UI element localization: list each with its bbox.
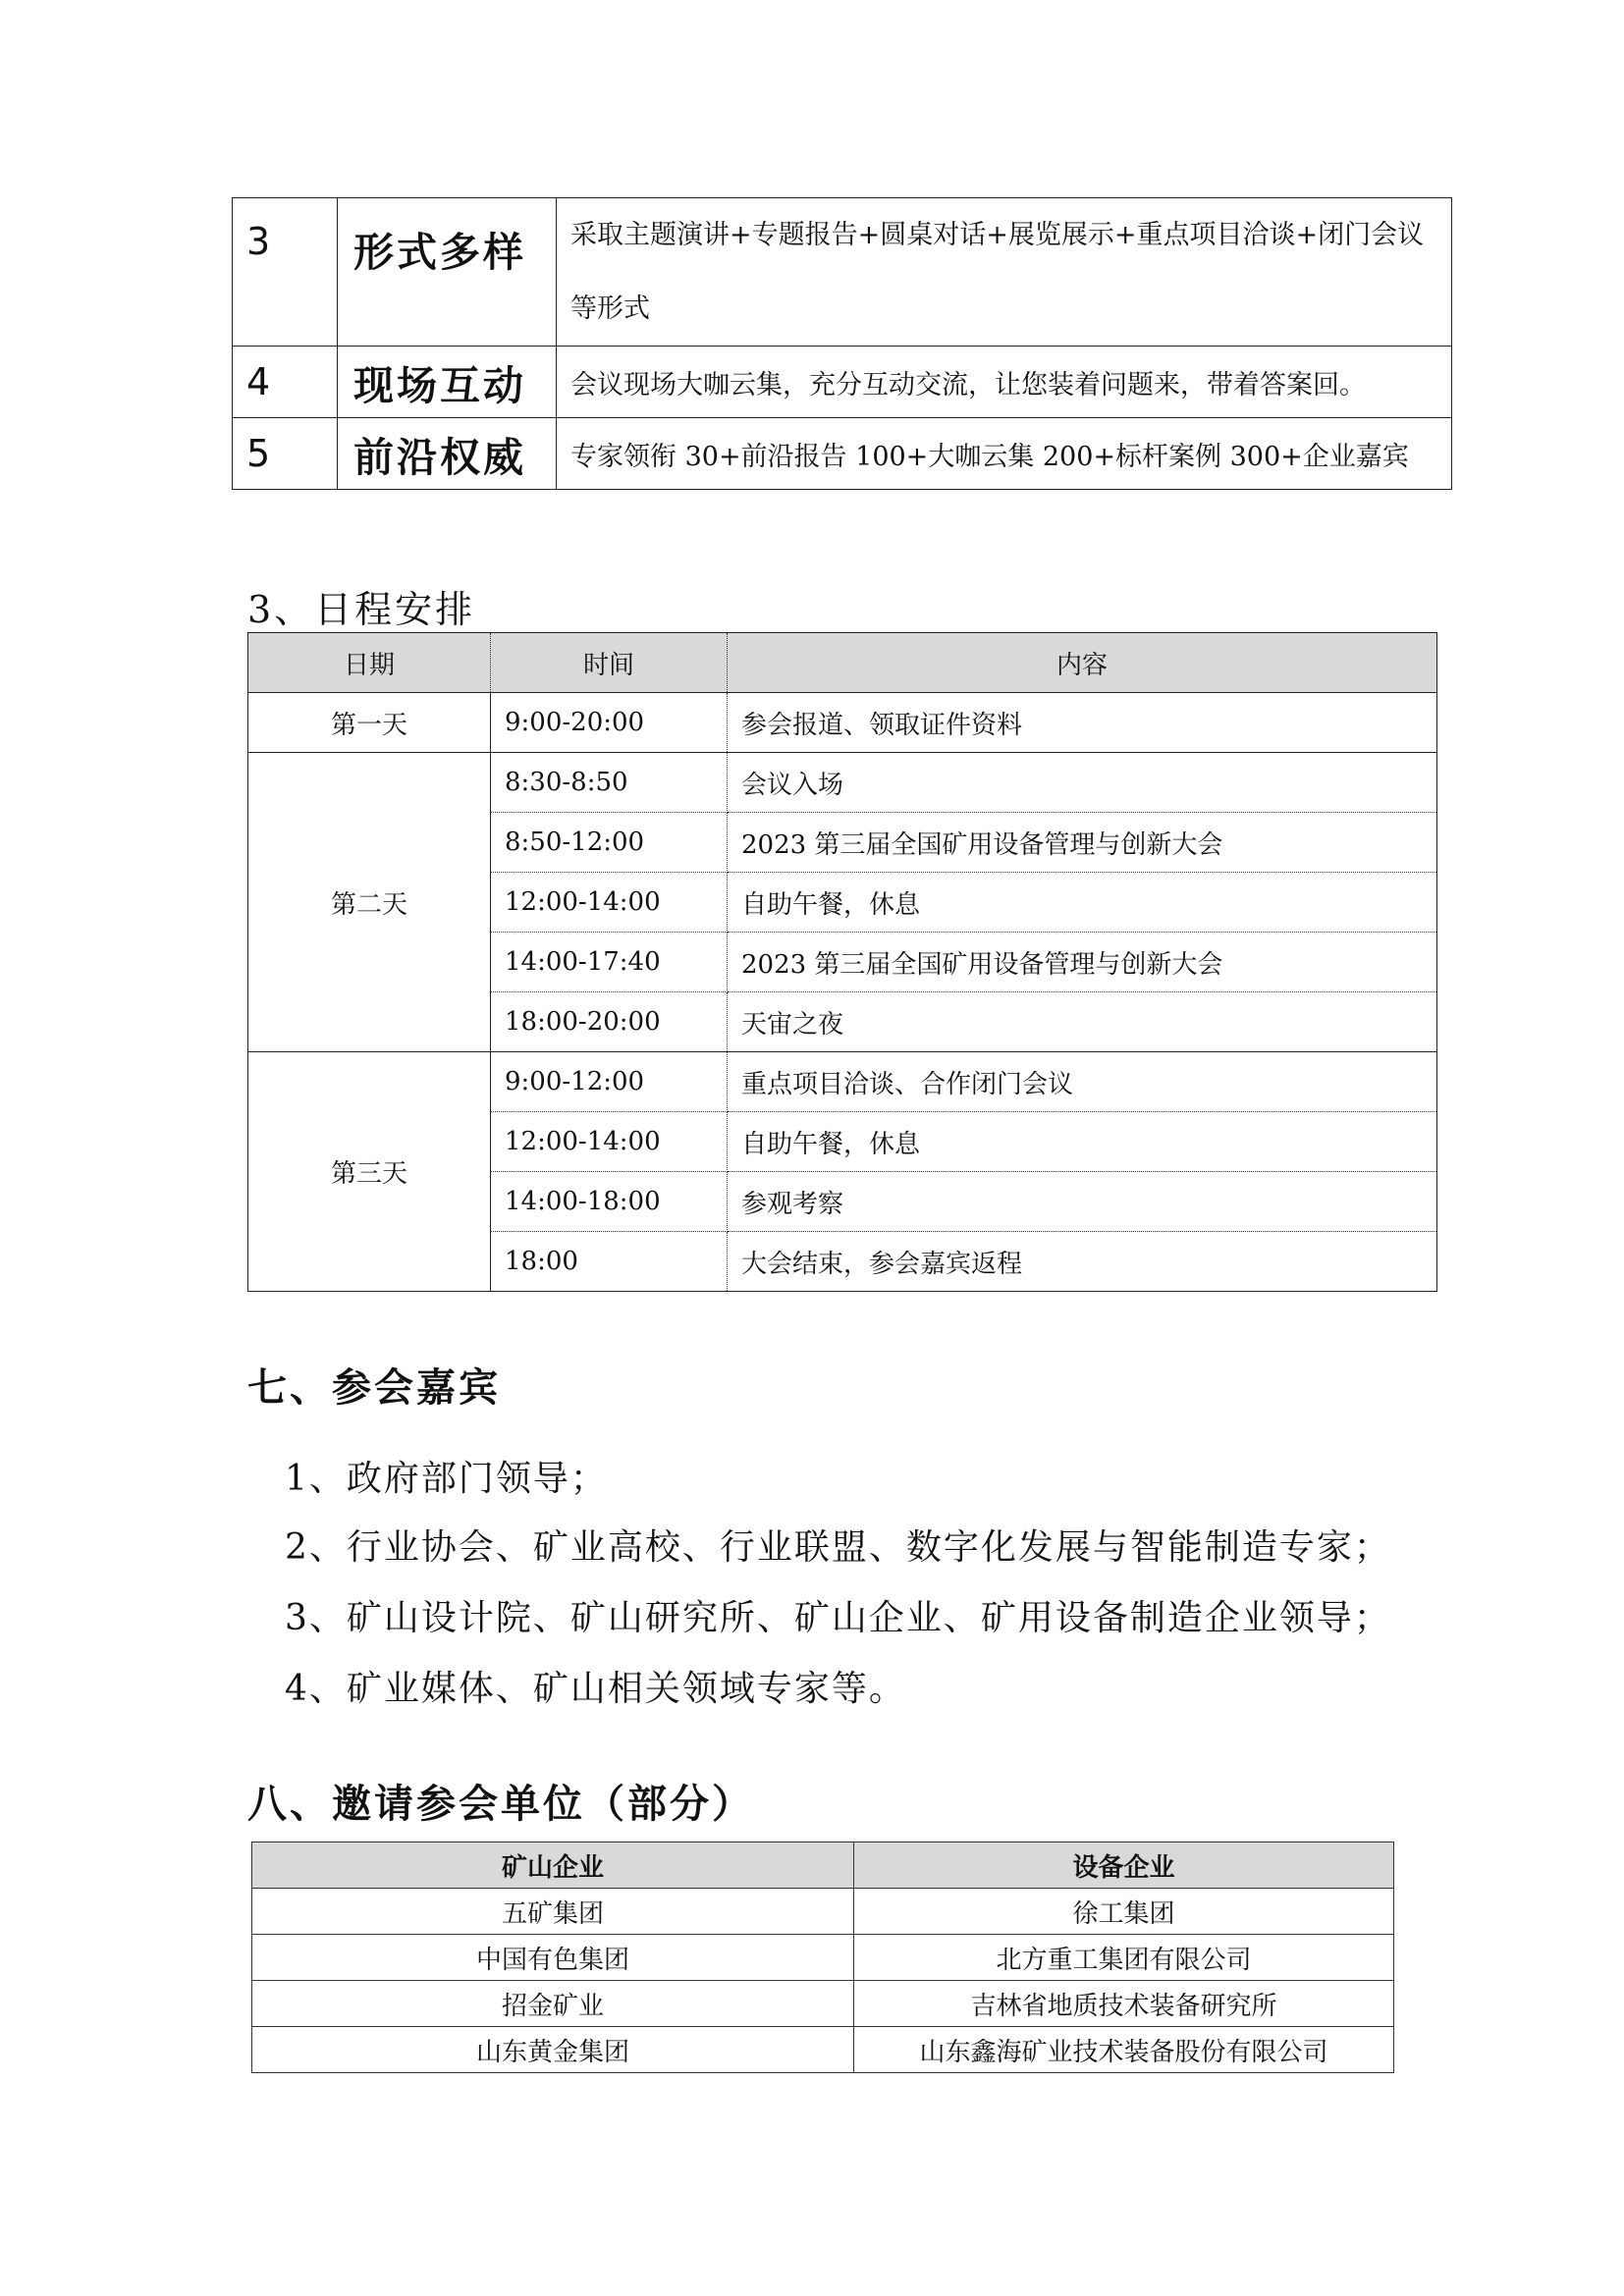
- schedule-content: 参观考察: [728, 1172, 1437, 1232]
- schedule-row: [248, 753, 1437, 813]
- mining-company: 山东黄金集团: [252, 2027, 854, 2073]
- feature-row: [233, 418, 1452, 490]
- schedule-row: [248, 693, 1437, 753]
- equipment-company: 吉林省地质技术装备研究所: [854, 1981, 1394, 2027]
- schedule-time: 12:00-14:00: [491, 873, 728, 933]
- guest-item: 2、行业协会、矿业高校、行业联盟、数字化发展与智能制造专家；: [285, 1527, 1391, 1568]
- units-heading: 八、邀请参会单位（部分）: [247, 1781, 754, 1827]
- feature-row: [233, 198, 1452, 347]
- guests-heading: 七、参会嘉宾: [247, 1364, 501, 1411]
- equipment-company: 徐工集团: [854, 1889, 1394, 1935]
- feature-title: 形式多样: [338, 198, 557, 347]
- schedule-day: 第一天: [248, 693, 491, 753]
- schedule-content: 大会结束，参会嘉宾返程: [728, 1232, 1437, 1292]
- equipment-company: 北方重工集团有限公司: [854, 1935, 1394, 1981]
- schedule-header-row: [248, 633, 1437, 693]
- feature-number: 5: [233, 418, 338, 490]
- guest-item: 1、政府部门领导；: [285, 1459, 608, 1499]
- feature-title: 现场互动: [338, 347, 557, 418]
- schedule-time: 18:00-20:00: [491, 992, 728, 1052]
- features-table: [232, 197, 1452, 490]
- schedule-content: 天宙之夜: [728, 992, 1437, 1052]
- feature-description: 采取主题演讲+专题报告+圆桌对话+展览展示+重点项目洽谈+闭门会议等形式: [557, 198, 1452, 347]
- schedule-time: 14:00-18:00: [491, 1172, 728, 1232]
- schedule-day: 第三天: [248, 1052, 491, 1292]
- schedule-content: 2023 第三届全国矿用设备管理与创新大会: [728, 813, 1437, 873]
- schedule-content: 自助午餐，休息: [728, 873, 1437, 933]
- guest-item: 3、矿山设计院、矿山研究所、矿山企业、矿用设备制造企业领导；: [285, 1598, 1391, 1638]
- schedule-day: 第二天: [248, 753, 491, 1052]
- schedule-time: 9:00-20:00: [491, 693, 728, 753]
- schedule-content: 自助午餐，休息: [728, 1112, 1437, 1172]
- schedule-content: 2023 第三届全国矿用设备管理与创新大会: [728, 933, 1437, 992]
- guest-item: 4、矿业媒体、矿山相关领域专家等。: [285, 1669, 906, 1709]
- units-row: [252, 1935, 1394, 1981]
- feature-number: 4: [233, 347, 338, 418]
- column-header-mining: 矿山企业: [252, 1842, 854, 1889]
- schedule-time: 8:30-8:50: [491, 753, 728, 813]
- units-row: [252, 2027, 1394, 2073]
- column-header-date: 日期: [248, 633, 491, 693]
- feature-number: 3: [233, 198, 338, 347]
- mining-company: 招金矿业: [252, 1981, 854, 2027]
- column-header-time: 时间: [491, 633, 728, 693]
- schedule-time: 9:00-12:00: [491, 1052, 728, 1112]
- units-row: [252, 1889, 1394, 1935]
- feature-row: [233, 347, 1452, 418]
- units-row: [252, 1981, 1394, 2027]
- schedule-time: 12:00-14:00: [491, 1112, 728, 1172]
- schedule-content: 重点项目洽谈、合作闭门会议: [728, 1052, 1437, 1112]
- schedule-heading: 3、日程安排: [247, 588, 476, 631]
- schedule-time: 14:00-17:40: [491, 933, 728, 992]
- schedule-time: 18:00: [491, 1232, 728, 1292]
- units-table: [251, 1842, 1394, 2073]
- mining-company: 五矿集团: [252, 1889, 854, 1935]
- units-header-row: [252, 1842, 1394, 1889]
- schedule-content: 会议入场: [728, 753, 1437, 813]
- schedule-row: [248, 1052, 1437, 1112]
- feature-description: 会议现场大咖云集，充分互动交流，让您装着问题来，带着答案回。: [557, 347, 1452, 418]
- schedule-table: [247, 632, 1437, 1292]
- column-header-content: 内容: [728, 633, 1437, 693]
- feature-title: 前沿权威: [338, 418, 557, 490]
- equipment-company: 山东鑫海矿业技术装备股份有限公司: [854, 2027, 1394, 2073]
- schedule-content: 参会报道、领取证件资料: [728, 693, 1437, 753]
- feature-description: 专家领衔 30+前沿报告 100+大咖云集 200+标杆案例 300+企业嘉宾: [557, 418, 1452, 490]
- column-header-equipment: 设备企业: [854, 1842, 1394, 1889]
- schedule-time: 8:50-12:00: [491, 813, 728, 873]
- mining-company: 中国有色集团: [252, 1935, 854, 1981]
